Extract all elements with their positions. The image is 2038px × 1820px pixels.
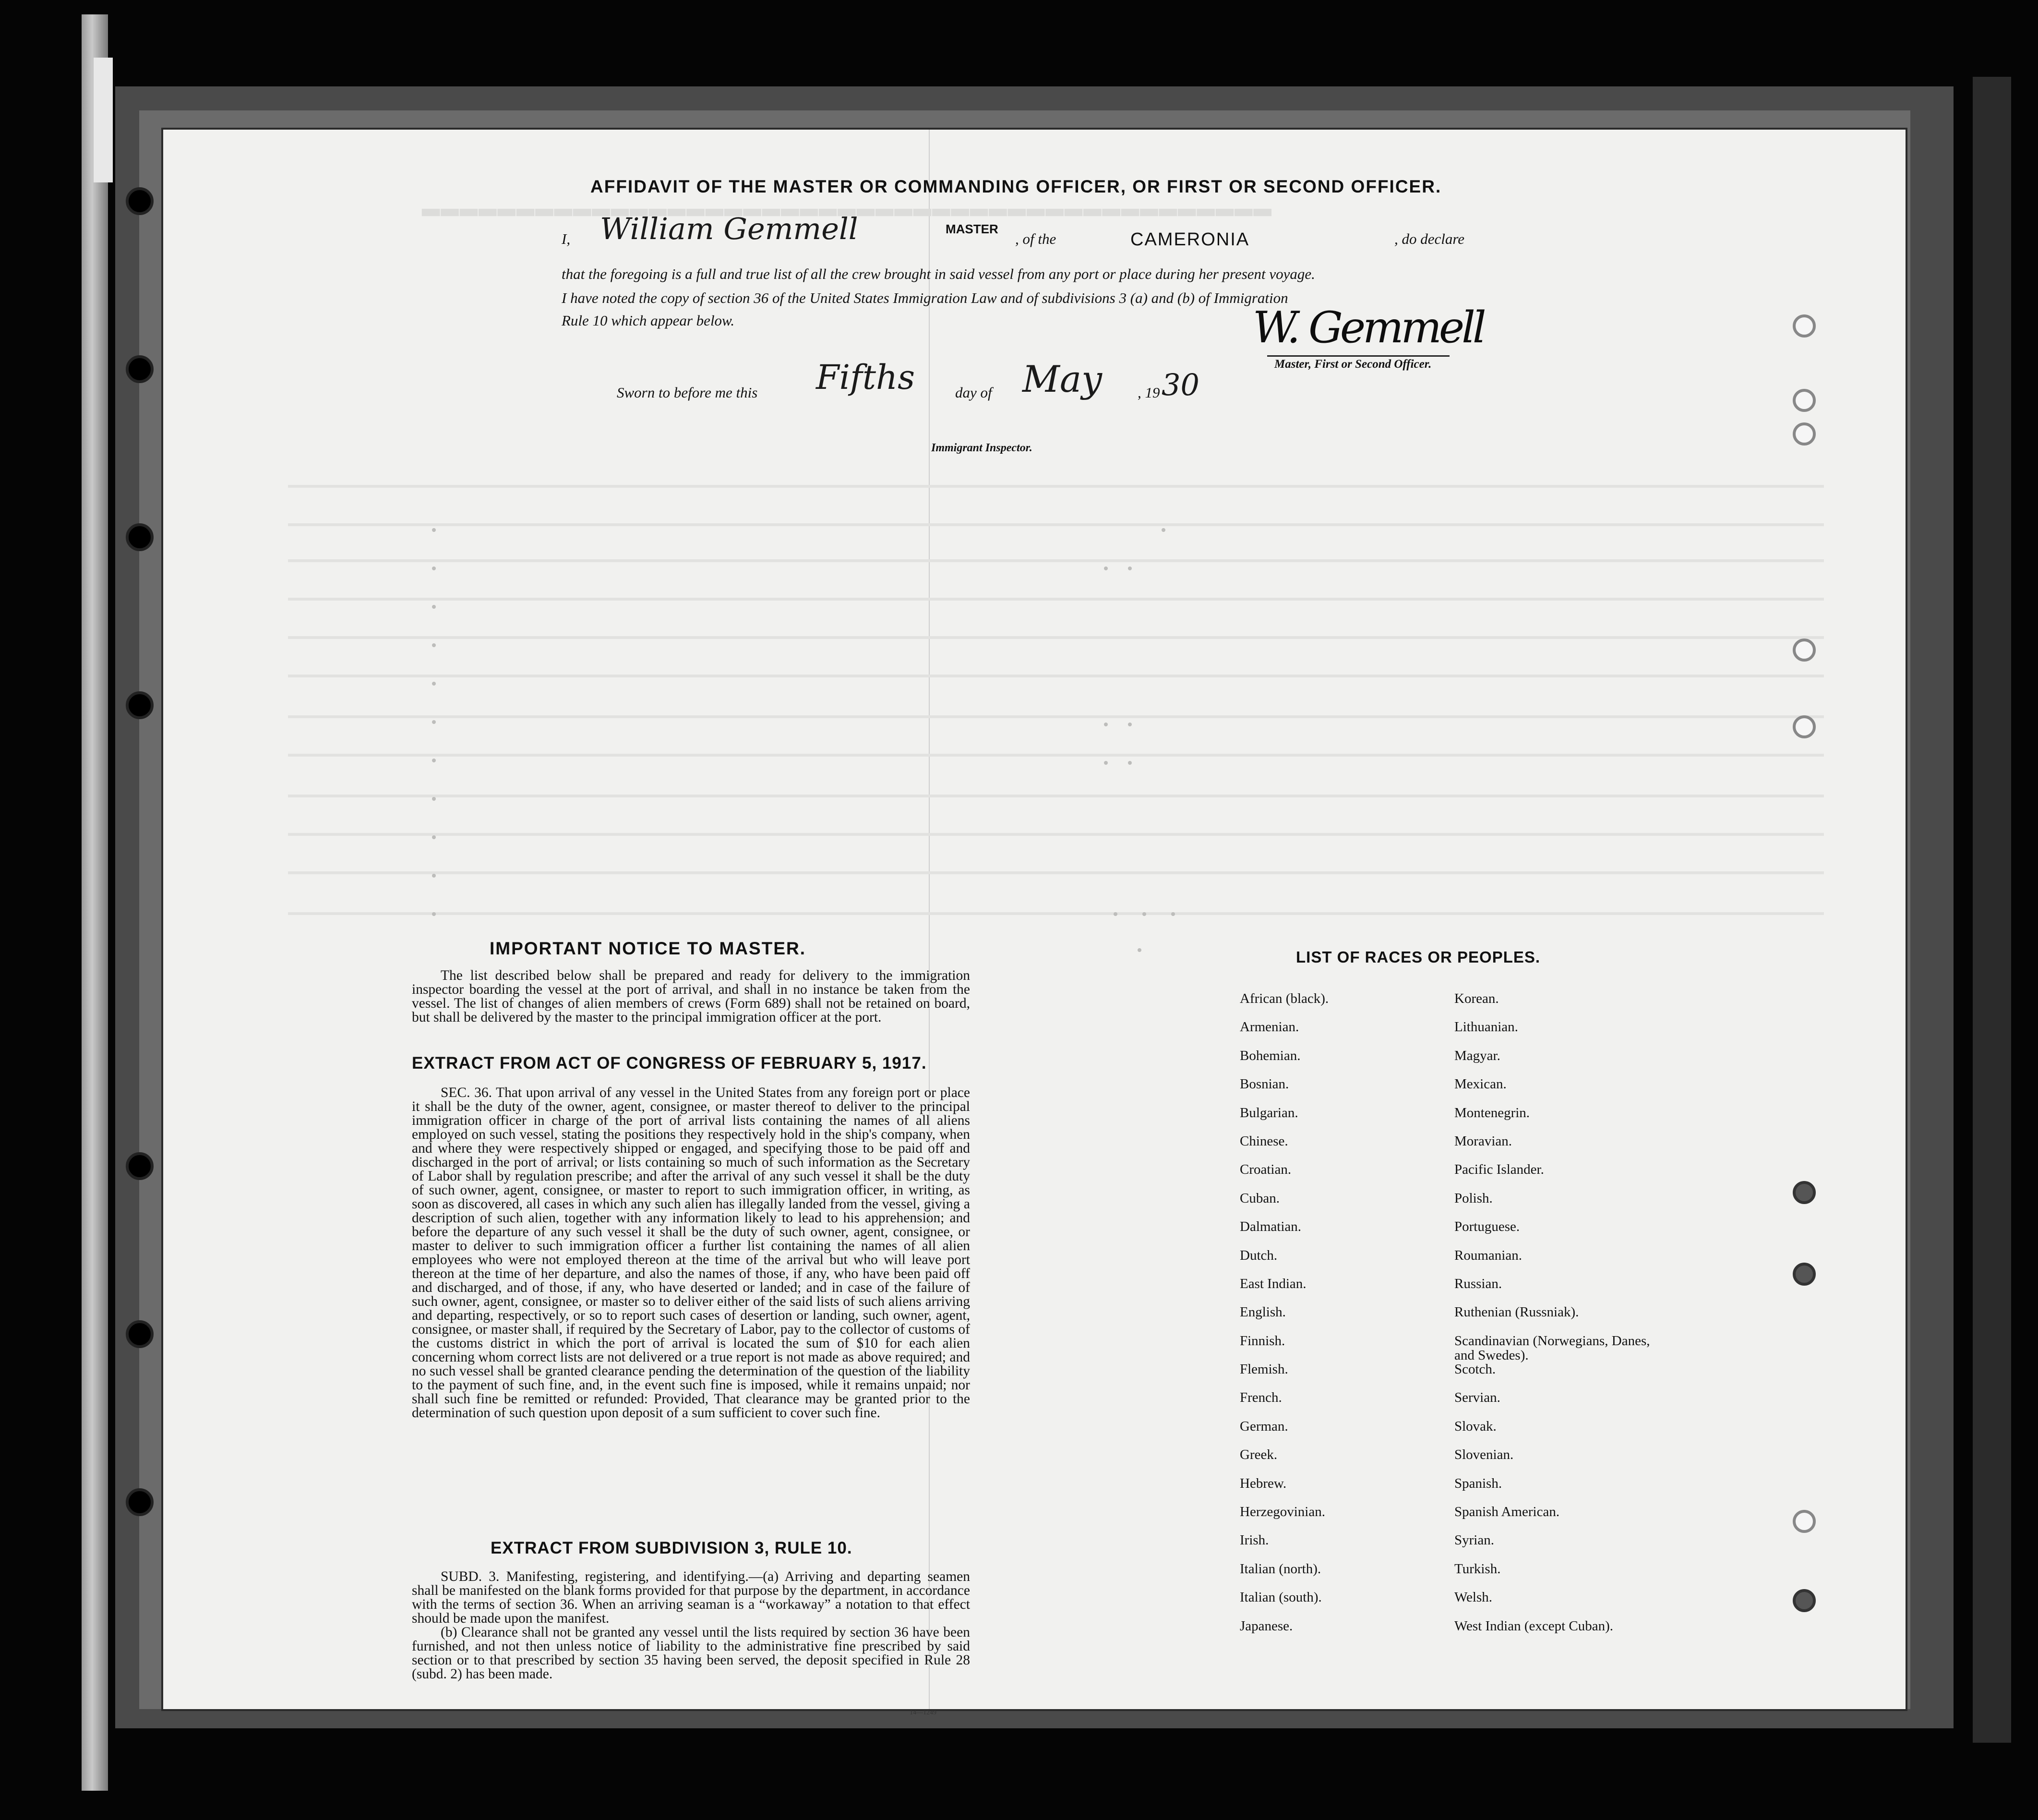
race-item: Herzegovinian. [1240, 1504, 1325, 1520]
day-of-label: day of [955, 384, 992, 401]
dot-mark [432, 605, 436, 609]
dot-mark [432, 682, 436, 686]
race-item: West Indian (except Cuban). [1454, 1618, 1614, 1634]
signature-caption: Master, First or Second Officer. [1274, 358, 1432, 371]
race-item: Finnish. [1240, 1333, 1285, 1349]
dot-mark [1142, 912, 1146, 916]
show-through-rule [288, 559, 1824, 562]
form-number: 14—1249 [910, 1709, 936, 1716]
affidavit-prefix: I, [562, 230, 571, 247]
master-name: William Gemmell [600, 211, 858, 246]
race-item: Russian. [1454, 1276, 1502, 1291]
dot-mark [432, 874, 436, 878]
races-left-column [1240, 991, 1329, 1647]
subdivision-3a-text: SUBD. 3. Manifesting, registering, and identifying.—(a) Arriving and departing seamen shall be manifested on the blank forms provided for that purpose by the department, in accordance with the terms of section 36. When an arriving seaman is a “workaway” a notation to that effect should be made upon the manifest. [412, 1569, 970, 1626]
affidavit-line: that the foregoing is a full and true list of all the crew brought in said vessel from any port or place during her present voyage. [562, 265, 1315, 282]
race-item: Slovak. [1454, 1418, 1497, 1434]
show-through-rule [288, 754, 1824, 757]
section-36-paragraph [412, 1086, 970, 1420]
race-item: Italian (south). [1240, 1590, 1322, 1605]
show-through-rule [288, 715, 1824, 718]
year-prefix: , 19 [1138, 384, 1160, 401]
of-the-label: , of the [1015, 230, 1056, 247]
race-item: East Indian. [1240, 1276, 1307, 1291]
race-item: Korean. [1454, 991, 1499, 1006]
binder-strip-right [1973, 77, 2011, 1743]
affidavit-line: I have noted the copy of section 36 of the United States Immigration Law and of subdivisions 3 (a) and (b) of Immigration [562, 289, 1288, 306]
rank-stamp: MASTER [946, 222, 998, 236]
race-item: English. [1240, 1304, 1286, 1320]
affidavit-line: Rule 10 which appear below. [562, 312, 735, 329]
race-item: Moravian. [1454, 1133, 1512, 1149]
sworn-month: May [1022, 358, 1103, 400]
dot-mark [1128, 761, 1132, 765]
subdivision-3-paragraph [412, 1570, 970, 1681]
punch-hole [126, 355, 154, 383]
race-item: Bohemian. [1240, 1048, 1301, 1063]
signature-line [1267, 355, 1450, 357]
race-item: Dutch. [1240, 1247, 1278, 1263]
punch-hole [126, 523, 154, 551]
show-through-rule [288, 871, 1824, 874]
show-through-rule [288, 833, 1824, 836]
notice-text: The list described below shall be prepared and ready for delivery to the immigration inspector boarding the vessel at the port of arrival, and shall in no instance be taken from the vessel. The list of changes of alien members of crews (Form 689) shall not be retained on board, but shall be delivered by the master to the principal immigration officer at the port. [412, 968, 970, 1025]
binder-ring [1793, 1510, 1816, 1533]
race-item: Greek. [1240, 1447, 1278, 1463]
binder-strip-highlight [94, 58, 113, 182]
dot-mark [432, 797, 436, 801]
show-through-rule [288, 485, 1824, 488]
punch-hole [126, 1320, 154, 1348]
dot-mark [432, 759, 436, 762]
punch-hole [126, 1152, 154, 1180]
binder-ring [1793, 1589, 1816, 1612]
race-item: Croatian. [1240, 1162, 1292, 1178]
race-item: Hebrew. [1240, 1475, 1287, 1491]
race-item: Irish. [1240, 1532, 1269, 1548]
race-item: Japanese. [1240, 1618, 1293, 1634]
race-item: Lithuanian. [1454, 1019, 1518, 1035]
race-item: French. [1240, 1390, 1282, 1406]
binder-ring [1793, 715, 1816, 738]
race-item: Dalmatian. [1240, 1219, 1302, 1235]
races-title: LIST OF RACES OR PEOPLES. [1296, 948, 1541, 966]
race-item: Servian. [1454, 1390, 1500, 1406]
race-item: Scandinavian (Norwegians, Danes, and Swedes). [1454, 1333, 1650, 1363]
show-through-rule [288, 636, 1824, 639]
dot-mark [432, 643, 436, 647]
master-signature: W. Gemmell [1253, 302, 1484, 353]
binder-ring [1793, 422, 1816, 446]
race-item: Turkish. [1454, 1561, 1501, 1577]
dot-mark [1104, 761, 1108, 765]
show-through-rule [288, 795, 1824, 797]
notice-title: IMPORTANT NOTICE TO MASTER. [490, 939, 806, 958]
do-declare-label: , do declare [1394, 230, 1465, 247]
race-item: Portuguese. [1454, 1219, 1520, 1235]
race-item: German. [1240, 1418, 1288, 1434]
dot-mark [1104, 566, 1108, 570]
sworn-label: Sworn to before me this [617, 384, 758, 401]
affidavit-title: AFFIDAVIT OF THE MASTER OR COMMANDING OFFICER, OR FIRST OR SECOND OFFICER. [590, 177, 1442, 196]
race-item: Pacific Islander. [1454, 1162, 1544, 1178]
show-through-text: ▂▂▂▂▂▂▂▂▂▂▂▂▂▂▂▂▂▂▂▂▂▂▂▂▂▂▂▂▂▂▂▂▂▂▂▂▂▂▂▂▂▂▂▂▂ [422, 190, 1273, 215]
dot-mark [1114, 912, 1117, 916]
dot-mark [1128, 566, 1132, 570]
inspector-caption: Immigrant Inspector. [931, 442, 1032, 454]
race-item: Bosnian. [1240, 1076, 1289, 1092]
show-through-rule [288, 675, 1824, 677]
sworn-year: 30 [1162, 367, 1199, 402]
race-item: Magyar. [1454, 1048, 1500, 1063]
binder-ring [1793, 389, 1816, 412]
vessel-name: CAMERONIA [1130, 229, 1250, 250]
race-item: Cuban. [1240, 1190, 1280, 1206]
punch-hole [126, 691, 154, 719]
race-item: Montenegrin. [1454, 1105, 1530, 1121]
race-item: Spanish. [1454, 1475, 1502, 1491]
race-item: Armenian. [1240, 1019, 1299, 1035]
binder-ring [1793, 639, 1816, 662]
race-item: Slovenian. [1454, 1447, 1514, 1463]
dot-mark [1171, 912, 1175, 916]
race-item: Syrian. [1454, 1532, 1494, 1548]
race-item: Scotch. [1454, 1362, 1496, 1377]
notice-paragraph [412, 969, 970, 1025]
dot-mark [1128, 723, 1132, 726]
race-item: Mexican. [1454, 1076, 1507, 1092]
show-through-rule [288, 523, 1824, 526]
sworn-day: Fifths [816, 358, 915, 397]
dot-mark [1162, 528, 1165, 532]
races-right-column [1454, 991, 1656, 1647]
race-item: Welsh. [1454, 1590, 1493, 1605]
dot-mark [432, 720, 436, 724]
punch-hole [126, 1488, 154, 1516]
binder-ring [1793, 1263, 1816, 1286]
dot-mark [432, 528, 436, 532]
dot-mark [432, 912, 436, 916]
dot-mark [1138, 948, 1141, 952]
race-item: Spanish American. [1454, 1504, 1560, 1520]
race-item: African (black). [1240, 991, 1329, 1006]
paper-fold-line [929, 130, 930, 1709]
section-36-text: SEC. 36. That upon arrival of any vessel in the United States from any foreign port or place it shall be the duty of the owner, agent, consignee, or master thereof to deliver to the principal immigration officer in charge of the port of arrival lists containing the names of all aliens employed on such vessel, stating the positions they respectively hold in the ship's company, when and where they were respectively shipped or engaged, and specifying those to be paid off and discharged in the port of arrival; or lists containing so much of such information as the Secretary of Labor shall by regulation prescribe; and after the arrival of any such vessel it shall be the duty of such owner, agent, consignee, or master to report to such immigration officer, in writing, as soon as discovered, all cases in which any such alien has illegally landed from the vessel, giving a description of such alien, together with any information likely to lead to his apprehension; and before the departure of any such vessel it shall be the duty of such owner, agent, consignee, or master to deliver to such immigration officer a further list containing the names of all alien employees who were not employed thereon at the time of the arrival but who will leave port thereon at the time of her departure, and also the names of those, if any, who have been paid off and discharged, and of those, if any, who have deserted or landed; and in case of the failure of such owner, agent, consignee, or master so to deliver either of the said lists of such aliens arriving and departing, respectively, or so to report such cases of desertion or landing, such owner, agent, consignee, or master shall, if required by the Secretary of Labor, pay to the collector of customs of the customs district in which the port of arrival is located the sum of $10 for each alien concerning whom correct lists are not delivered or a true report is not made as above required; and no such vessel shall be granted clearance pending the determination of the question of the liability to the payment of such fine, and, in the event such fine is imposed, while it remains unpaid; nor shall such fine be remitted or refunded: Provided, That clearance may be granted prior to the determination of such question upon deposit of a sum sufficient to cover such fine. [412, 1085, 970, 1421]
race-item: Bulgarian. [1240, 1105, 1298, 1121]
dot-mark [1104, 723, 1108, 726]
show-through-rule [288, 598, 1824, 601]
subdivision-3b-text: (b) Clearance shall not be granted any vessel until the lists required by section 36 have been furnished, and not then unless notice of liability to the administrative fine prescribed by said section or to that prescribed by section 35 having been served, the deposit specified in Rule 28 (subd. 2) has been made. [412, 1625, 970, 1682]
race-item: Polish. [1454, 1190, 1493, 1206]
dot-mark [432, 566, 436, 570]
binder-ring [1793, 1181, 1816, 1204]
race-item: Roumanian. [1454, 1247, 1522, 1263]
extract-act-title: EXTRACT FROM ACT OF CONGRESS OF FEBRUARY 5, 1917. [412, 1054, 927, 1073]
binder-strip [82, 14, 108, 1791]
show-through-rule [288, 912, 1824, 915]
race-item: Chinese. [1240, 1133, 1288, 1149]
race-item: Ruthenian (Russniak). [1454, 1304, 1579, 1320]
race-item: Flemish. [1240, 1362, 1288, 1377]
race-item: Italian (north). [1240, 1561, 1321, 1577]
punch-hole [126, 187, 154, 215]
binder-ring [1793, 314, 1816, 337]
dot-mark [432, 835, 436, 839]
extract-rule-title: EXTRACT FROM SUBDIVISION 3, RULE 10. [491, 1539, 852, 1557]
